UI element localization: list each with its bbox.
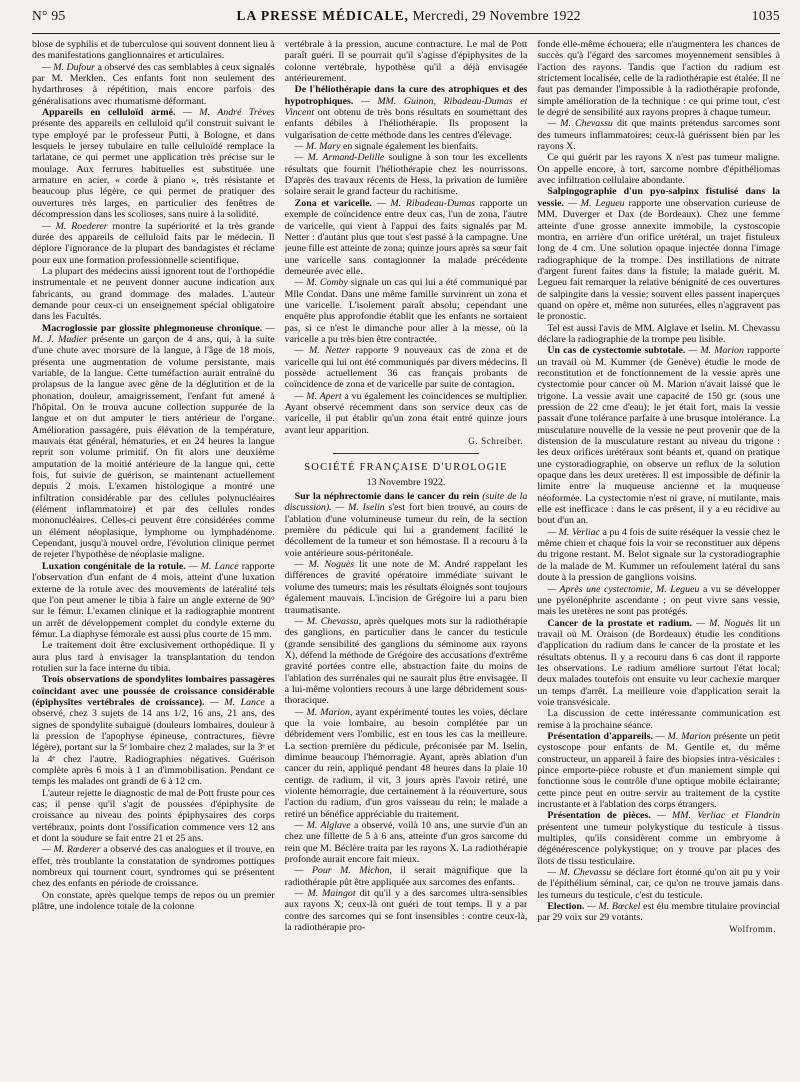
page-number: 1035 (751, 8, 780, 23)
speaker-name: — M. Armand-Delille (294, 152, 385, 164)
paragraph-heading: Macroglossie par glossite phlegmoneuse chronique. (42, 322, 263, 334)
speaker-name: — M. Netter (294, 345, 350, 357)
paragraph-text: a observé des cas analogues et il trouve, en effet, très troublante la constatation de syndromes pottiques nombreux qui tournent court, syndromes qui se présentent chez des enfants en période de croissance. (32, 844, 275, 890)
speaker-name: — M. Lance (204, 696, 265, 708)
paragraph-text: présente un petit cystoscope pour enfants de M. Gentile et, du même constructeur, un appareil à faire des biopsies intra-vésicales : pince emporte-pièce robuste et d'un maniement simple qui fonctionne sous le contrôle d'une optique mobile éclairante; cette pince peut en outre servir au traitement de la cystite incrustante et à l'ablation des corps étrangers. (537, 730, 781, 811)
column-1 (32, 39, 275, 1079)
article-paragraph (537, 152, 780, 186)
article-paragraph (32, 788, 275, 845)
paragraph-heading: De l'héliothérapie dans la cure des atrophiques et des hypotrophiques. (284, 84, 528, 107)
paragraph-heading: Présentation de pièces. (547, 810, 651, 822)
paragraph-text: signale un cas qui lui a été communiqué par Mlle Condat. Dans une même famille survinrent un zona et une varicelle. L'isolement paraît absolu; cependant une enquête plus approfondie établit que les enfants ne sortaient pas, si ce n'est le dimanche pour aller à la messe, où la varicelle a pu très bien être contractée. (284, 277, 528, 345)
article-paragraph (285, 345, 528, 390)
speaker-name: — M. Chevassu (547, 118, 613, 130)
paragraph-text: , ayant expérimenté toutes les voies, déclare que la voie lombaire, au besoin complétée par un débridement vers l'ombilic, est en tous les cas la meilleure. La section première du pédicule, préconisée par M. Iselin, diminue beaucoup l'hémorragie. Ayant, après ablation d'un cancer du rein, appliqué pendant 48 heures dans la plaie 10 centigr. de radium, il vit, 3 jours après l'avoir retiré, une violente hémorragie, due certainement à la réouverture, sous l'action du radium, d'un gros vaisseau du rein; le malade a retiré un bénéfice appréciable du traitement. (284, 706, 528, 820)
paragraph-text: se déclare fort étonné qu'on ait pu y voir de l'épithélium séminal, car, ce qu'on ne trouve jamais dans les tumeurs du testicule, c'est du testicule. (537, 867, 781, 901)
paragraph-text: blose de syphilis et de tuberculose qui souvent donnent lieu à des manifestations ganglionnaires et articulaires. (32, 39, 275, 62)
speaker-name: — M. Noguès (294, 559, 355, 571)
paragraph-heading: Zona et varicelle. (294, 197, 372, 209)
paragraph-text: a vu se développer une pyélonéphrite ascendante ; on peut vivre sans vessie, mais les uretères ne sont pas protégés. (537, 583, 781, 618)
paragraph-heading: Présentation d'appareils. (547, 730, 653, 742)
header-rule (32, 33, 780, 34)
paragraph-text: fonde elle-même échouera; elle n'augmentera les chances de succès qu'à l'égard des sarcomes moyennement sensibles à l'action des rayons. Tandis que l'action du radium est strictement localisée, celle de la radiothérapie est étalée. Il ne faut pas demander l'impossible à la radiothérapie profonde, simple amélioration de la technique : ce qui prime tout, c'est le degré de sensibilité aux rayons propres à chaque tumeur. (537, 39, 781, 119)
speaker-name: — M. Verliac (547, 526, 600, 538)
section-date: 13 Novembre 1922. (366, 476, 446, 488)
paragraph-heading: Trois observations de spondylites lombaires passagères coïncidant avec une poussée de croissance considérable (épiphysites vertébrales de croissance). (32, 674, 275, 708)
article-paragraph (537, 708, 780, 731)
journal-title: LA PRESSE MÉDICALE, (236, 8, 409, 23)
speaker-name: — M. Marion (685, 345, 744, 357)
article-paragraph (285, 707, 528, 820)
speaker-name: — M. J. Madier (32, 322, 275, 345)
paragraph-text: a vu également les coïncidences se multiplier. Ayant observé récemment dans son service deux cas de varicelle, il put établir qu'un zona était entré quinze jours avant leur apparition. (284, 390, 528, 436)
article-paragraph-titled (285, 198, 528, 277)
article-paragraph-titled (537, 186, 780, 322)
article-paragraph-titled (32, 674, 275, 787)
speaker-name: — M. Dufour (42, 61, 96, 73)
paragraph-text: , il serait magnifique que la radiothérapie pût être appliquée aux sarcomes des enfants. (284, 865, 528, 888)
speaker-name: — MM. Guinon, Ribadeau-Dumas et Vincent (284, 95, 528, 119)
article-columns (32, 39, 780, 1079)
masthead (236, 8, 580, 24)
speaker-name: — M. Marion (652, 730, 711, 742)
paragraph-text: La plupart des médecins aussi ignorent tout de l'orthopédie instrumentale et ne peuvent donner aucune indication aux fabricants, au grand dommage des malades. L'auteur demande pour ceux-ci un enseignement spécial obligatoire dans les Facultés. (32, 265, 275, 323)
paragraph-text: en signale également les bienfaits. (340, 141, 479, 153)
speaker-name: — M. Mary (294, 141, 341, 153)
paragraph-text: est élu membre titulaire provincial par 29 voix sur 29 votants. (537, 901, 781, 924)
paragraph-text: dit que maints prétendus sarcomes sont des tumeurs inflammatoires; ceux-là guérissent bien par les rayons X. (537, 118, 781, 153)
article-paragraph-titled (32, 323, 275, 561)
paragraph-text: rapporte un exemple de coïncidence entre deux cas, l'un de zona, l'autre de varicelle, qui vient à l'appui des faits signalés par M. Netter : d'autant plus que tout s'est passé à la campagne. Une jeune fille est atteinte de zona; quinze jours après sa sœur fait une varicelle sans contagionner la malade précédente demeurée avec elle. (284, 197, 528, 277)
article-paragraph-titled (537, 618, 780, 709)
speaker-name: — M. Marion (294, 706, 350, 718)
speaker-name: — M. Lance (185, 560, 239, 572)
paragraph-text: rapporte l'observation d'un enfant de 4 mois, atteint d'une luxation externe de la rotule avec des mouvements de latéralité tels que l'on peut amener le tibia à faire un angle externe de 90° sur le fémur. L'examen clinique et la radiographie montrent un arrêt de développement complet du condyle externe du fémur. La diaphyse fémorale est aussi plus courte de 15 mm. (32, 560, 275, 640)
article-paragraph (32, 221, 275, 266)
issue-number: N° 95 (32, 8, 66, 23)
article-paragraph (32, 62, 275, 107)
article-paragraph (285, 141, 528, 152)
paragraph-text: On constate, après quelque temps de repos ou un premier plâtre, une indolence totale de la colonne (32, 889, 275, 913)
issue-date: Mercredi, 29 Novembre 1922 (412, 8, 581, 23)
speaker-name: — M. Comby (294, 277, 348, 289)
paragraph-heading: Salpingographie d'un pyo-salpinx fistulisé dans la vessie. (537, 186, 781, 209)
article-paragraph (285, 865, 528, 888)
speaker-name: — M. Chevassu (547, 867, 612, 879)
article-paragraph-titled (32, 107, 275, 220)
article-paragraph (537, 39, 780, 118)
article-paragraph (32, 844, 275, 889)
article-paragraph (537, 118, 780, 152)
paragraph-text: présente des appareils en celluloïd qu'il construit suivant le type employé par le professeur Putti, à Bologne, et dans lesquels le jersey tubulaire en tulle celluloïdé remplace la tarlatane, ce qui permet une application très précise sur le moulage. Aux ferrures habituelles est substituée une armature en acier, « corde à piano », très résistante et beaucoup plus légère, ce qui permet de pratiquer des ouvertures très larges, en particulier des fenêtres de décompression dans les scolioses, sans nuire à la solidité. (32, 118, 275, 221)
paragraph-text: présente un garçon de 4 ans, qui, à la suite d'une chute avec morsure de la langue, à l'âge de 18 mois, présenta une augmentation de volume persistante, mais variable, de la langue. Cette tuméfaction aurait entraîné du prolapsus de la langue avec gêne de la déglutition et de la phonation, douleur, amaigrissement, l'enfant fut amené à l'hôpital. On le trouva aucune collection suppurée de la langue et on dut amputer le tiers antérieur de l'organe. Amélioration passagère, puis élévation de la température, mauvais état général, hématuries, et en 24 heures la langue reprit son volume primitif. On fit alors une deuxième amputation de la moitié antérieure de la langue qui, cette fois, fut suivie de guérison, se maintenant actuellement depuis 2 mois. L'examen histologique a montré une infiltration considérable par des cellules polynucléaires (élément inflammatoire) et par des cellules rondes mononucléaires. Celles-ci peuvent être considérées comme un élément néoplasique, lymphome ou lymphadénome. Cependant, jusqu'à nouvel ordre, l'évolution clinique permet de rejeter l'hypothèse de néoplasie maligne. (32, 333, 275, 561)
speaker-name: — M. Apert (294, 390, 342, 402)
article-paragraph (537, 584, 780, 618)
paragraph-text: lit une note de M. André rappelant les différences de gravité opératoire immédiate suivant le volume des tumeurs; mais les résultats éloignés sont toujours également mauvais. L'incision de Grégoire lui a paru bien traumatisante. (284, 559, 528, 616)
speaker-name: — M. Noguès (692, 617, 754, 629)
paragraph-text: , après quelques mots sur la radiothérapie des ganglions, en particulier dans le cancer du testicule (grande sensibilité des ganglions du séminome aux rayons X), défend la méthode de Grégoire des accusations d'extrême gravité portées contre elle, abstraction faite du moins de l'ablation des surrénales qui ne saurait plus être envisagée. Il a lui-même volontiers recours à une large débridement sous-thoracique. (284, 615, 528, 707)
article-paragraph-titled (537, 901, 780, 924)
paragraph-text: La discussion de cette intéressante communication est remise à la prochaine séance. (537, 708, 781, 731)
article-paragraph (32, 640, 275, 674)
section-rule (333, 453, 479, 454)
speaker-name: — M. André Trèves (175, 107, 275, 119)
article-paragraph (285, 39, 528, 84)
paragraph-text: ont obtenu de très bons résultats en soumettant des enfants débiles à l'héliothérapie. Ils proposent la vulgarisation de cette méthode dans les centres d'élevage. (284, 107, 528, 141)
paragraph-text: a observé des cas semblables à ceux signalés par M. Merklen. Ces enfants font non seulement des hydarthroses à répétition, mais encore parfois des généralisations avec rhumatisme déformant. (32, 61, 275, 107)
article-paragraph (285, 888, 528, 933)
article-paragraph (537, 527, 780, 584)
paragraph-text: a pu 4 fois de suite réséquer la vessie chez le même chien et chaque fois la voir se reconstituer aux dépens du trigone restant. M. Belot signale sur la cystoradiographie de la malade de M. Kummer un refoulement latéral du sans doute à la pression de ganglions voisins. (537, 526, 781, 584)
paragraph-text: L'auteur rejette le diagnostic de mal de Pott fruste pour ces cas; il pense qu'il s'agit de poussées d'épiphysite de croissance au niveau des points épiphysaires des corps vertébraux, points dont l'ossification commence vers 12 ans et dont la soudure se fait entre 21 et 25 ans. (32, 787, 275, 845)
article-paragraph (285, 277, 528, 345)
paragraph-note: (suite de la discussion) (284, 491, 528, 514)
page-header (32, 8, 780, 30)
speaker-name: — M. Legueu (563, 197, 625, 209)
article-paragraph-titled (537, 345, 780, 527)
article-paragraph (285, 820, 528, 865)
speaker-name: — Après une cystectomie, M. Legueu (547, 583, 700, 595)
paragraph-text: rapporte 9 nouveaux cas de zona et de varicelle qui lui ont été communiqués par divers médecins. Il possède actuellement 36 cas français probants de coïncidence de zona et de varicelle par suite de contagion. (284, 345, 528, 391)
speaker-name: — MM. Verliac et Flandrin (650, 810, 781, 822)
speaker-name: . — M. Iselin (329, 502, 385, 514)
paragraph-text: rapporte une observation curieuse de MM. Duverger et Dax (de Bordeaux). Chez une femme atteinte d'une grosse annexite immobile, la cystoscopie montra, en arrière d'un orifice urétéral, un trajet fistuleux long de 4 cm. Une solution opaque injectée donna l'image radiographique de la trompe. Des instillations de nitrate d'argent furent faites dans la fistule; la malade guérit. M. Legueu fait remarquer la relative bénignité de ces ouvertures de salpingite dans la vessie; souvent elles passent inaperçues quand on opère et, même non suturées, elles n'aggravent pas le pronostic. (537, 197, 781, 323)
article-paragraph (537, 867, 780, 901)
article-paragraph-titled (537, 810, 780, 867)
paragraph-text: Tel est aussi l'avis de MM. Alglave et Iselin. M. Chevassu déclare la radiographie de la trompe peu lisible. (537, 322, 781, 345)
paragraph-heading: Appareils en celluloïd armé. (42, 107, 176, 119)
speaker-name: — M. Bœckel (584, 901, 641, 913)
article-paragraph (285, 391, 528, 436)
paragraph-text: Ce qui guérit par les rayons X n'est pas tumeur maligne. On appelle encore, à tort, sarcome nombre d'épithéliomas avec infiltration cellulaire abondante. (537, 152, 781, 187)
article-paragraph-titled (537, 731, 780, 810)
column-2 (285, 39, 528, 1079)
speaker-name: — M. Maingot (294, 888, 356, 900)
author-signature: G. Schreiber. (468, 436, 524, 447)
article-paragraph (537, 323, 780, 346)
paragraph-heading: Election. (547, 901, 585, 913)
paragraph-text: dit qu'il y a des sarcomes ultra-sensibles aux rayons X; ceux-là ont guéri de tout temps. Il y a par contre des sarcomes qui se font insensibles : contre ceux-là, la radiothérapie pro- (284, 888, 528, 934)
speaker-name: — M. Ribadeau-Dumas (372, 197, 475, 209)
paragraph-text: vertébrale à la pression, aucune contracture. Le mal de Pott paraît guéri. Il se pourrait qu'il s'agisse d'épiphysites de la colonne vertébrale, hypothèse qu'il a déjà envisagée antérieurement. (284, 39, 528, 85)
article-paragraph (285, 152, 528, 197)
paragraph-text: a observé, chez 3 sujets de 14 ans 1/2, 16 ans, 21 ans, des signes de spondylite subaiguë (douleurs lombaires, douleur à la pression de l'apophyse épineuse, contractures, fièvre légère), portant sur la 5ᵉ lombaire chez 2 malades, sur la 3ᵉ et la 4ᵉ chez l'autre. Radiographies négatives. Guérison complète après 6 mois à 1 an d'immobilisation. Pendant ce temps les malades ont grandi de 6 à 12 cm. (32, 696, 275, 788)
paragraph-text: rapporte un travail où M. Kummer (de Genève) étudie le mode de reconstitution et de fonctionnement de la vessie après une cystectomie pour cancer où M. Marion n'avait laissé que le trigone. La vessie avait une capacité de 150 gr. (sous une pression de 22 cme d'eau); le jet était fort, mais la vessie passait d'une tolérance parfaite à une brusque intolérance. La musculature nouvelle de la vessie ne peut provenir que de la distension de la musculature restant au niveau du trigone : les deux orifices urétéraux sont béants et, quand on pratique une cystoradiographie, on observe un reflux de la solution opaque dans les deux uretères. Il est impossible de définir la limite entre la muqueuse ancienne et la muqueuse néoformée. La cystectomie n'est ni grave, ni mutilante, mais elle est inefficace : dans le cas présent, il y a eu récidive au bout d'un an. (537, 345, 781, 527)
speaker-name: — M. Rœderer (42, 844, 101, 856)
article-paragraph-titled (285, 84, 528, 141)
paragraph-text: Le traitement doit être exclusivement orthopédique. Il y aura plus tard à envisager la transplantation du tendon rotulien sur la face interne du tibia. (32, 640, 275, 674)
article-paragraph (285, 616, 528, 707)
article-paragraph (32, 266, 275, 323)
paragraph-text: s'est fort bien trouvé, au cours de l'ablation d'une volumineuse tumeur du rein, de la section première du pédicule qui lui a grandement facilité le décollement de la tumeur et son hémostase. Il a recouru à la voie antérieure sous-péritonéale. (284, 502, 528, 559)
paragraph-heading: Sur la néphrectomie dans le cancer du rein (294, 491, 480, 503)
article-paragraph (32, 39, 275, 62)
section-heading: SOCIÉTÉ FRANÇAISE D'UROLOGIE (304, 462, 508, 474)
author-signature: Wolfromm. (729, 923, 777, 934)
column-3 (537, 39, 780, 1079)
speaker-name: — M. Roederer (42, 220, 108, 232)
paragraph-heading: Cancer de la prostate et radium. (547, 617, 693, 629)
speaker-name: — M. Chevassu (294, 615, 359, 627)
paragraph-text: présentent une tumeur polykystique du testicule à tissus multiples, qu'ils considèrent comme un embryome à dégénérescence polykystique; on y trouve par places des îlots de tissu testiculaire. (537, 821, 781, 867)
paragraph-text: a observé, voilà 10 ans, une survie d'un an chez une fillette de 5 à 6 ans, atteinte d'un gros sarcome du rein que M. Béclère traita par les rayons X. La radiothérapie profonde aurait encore fait mieux. (284, 820, 528, 866)
paragraph-heading: Luxation congénitale de la rotule. (42, 560, 186, 572)
paragraph-text: souligne à son tour les excellents résultats que fournit l'héliothérapie chez les nourrissons. D'après des travaux récents de Hess, la privation de lumière solaire serait le grand facteur du rachitisme. (284, 152, 528, 198)
paragraph-heading: Un cas de cystectomie subtotale. (547, 345, 686, 357)
article-paragraph (285, 559, 528, 616)
article-paragraph-titled (32, 561, 275, 640)
paragraph-text: lit un travail où M. Oraison (de Bordeaux) étudie les conditions d'application du radium dans le cancer de la prostate et les résultats obtenus. Il y a recouru dans 6 cas dont il rapporte les observations. Le radium améliore surtout l'état local; deux malades toutefois ont ensuite vu leur cachexie marquer un temps d'arrêt. La meilleure voie d'application serait la voie transvésicale. (537, 617, 781, 708)
article-paragraph-titled (285, 491, 528, 559)
speaker-name: — Pour M. Michon (294, 865, 390, 877)
article-paragraph (32, 890, 275, 913)
paragraph-text: montre la supériorité et la très grande durée des appareils de celluloïd faits par le médecin. Il déplore l'ignorance de la plupart des bandagistes et réclame pour eux une formation professionnelle scientifique. (32, 220, 275, 266)
speaker-name: — M. Alglave (294, 820, 351, 832)
